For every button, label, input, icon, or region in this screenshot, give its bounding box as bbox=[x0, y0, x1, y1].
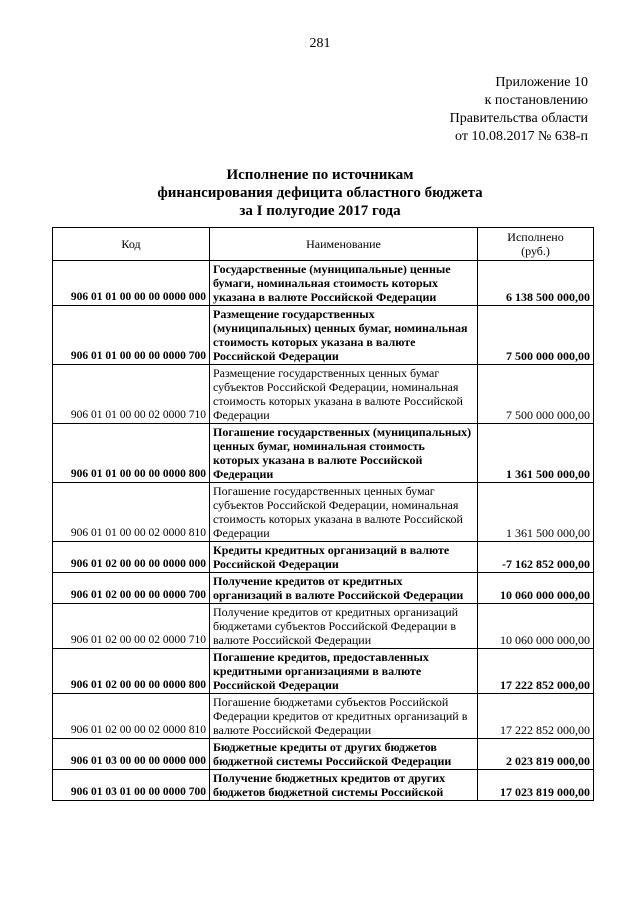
row-code: 906 01 03 00 00 00 0000 000 bbox=[53, 739, 210, 770]
row-code: 906 01 02 00 00 02 0000 710 bbox=[53, 604, 210, 649]
header-amount bbox=[478, 228, 594, 261]
appendix-line: Приложение 10 bbox=[495, 75, 588, 90]
row-code: 906 01 02 00 00 00 0000 700 bbox=[53, 573, 210, 604]
row-amount: 17 222 852 000,00 bbox=[478, 694, 594, 739]
row-code: 906 01 01 00 00 00 0000 800 bbox=[53, 424, 210, 483]
row-amount: 17 023 819 000,00 bbox=[478, 770, 594, 801]
header-amount-unit: (руб.) bbox=[521, 244, 550, 258]
row-name: Размещение государственных ценных бумаг субъектов Российской Федерации, номинальная стоимость которых указана в валюте Российской Федерации bbox=[210, 365, 478, 424]
row-name: Получение кредитов от кредитных организаций в валюте Российской Федерации bbox=[210, 573, 478, 604]
table-row bbox=[53, 573, 594, 604]
appendix-line: к постановлению bbox=[484, 93, 588, 108]
table-row bbox=[53, 306, 594, 365]
table-row bbox=[53, 424, 594, 483]
table-row bbox=[53, 365, 594, 424]
table-row bbox=[53, 261, 594, 306]
header-amount-line: Исполнено bbox=[507, 230, 564, 244]
appendix-line: Правительства области bbox=[449, 111, 588, 126]
table-row bbox=[53, 604, 594, 649]
row-code: 906 01 01 00 00 00 0000 700 bbox=[53, 306, 210, 365]
row-name: Получение бюджетных кредитов от других бюджетов бюджетной системы Российской bbox=[210, 770, 478, 801]
table-row bbox=[53, 483, 594, 542]
row-name: Погашение кредитов, предоставленных кредитными организациями в валюте Российской Федерации bbox=[210, 649, 478, 694]
table-header-row bbox=[53, 228, 594, 261]
page-number: 281 bbox=[309, 36, 331, 51]
row-code: 906 01 02 00 00 00 0000 800 bbox=[53, 649, 210, 694]
table-body bbox=[53, 261, 594, 801]
header-code: Код bbox=[53, 228, 210, 261]
row-code: 906 01 01 00 00 00 0000 000 bbox=[53, 261, 210, 306]
appendix-line: от 10.08.2017 № 638-п bbox=[455, 129, 588, 144]
row-name: Государственные (муниципальные) ценные бумаги, номинальная стоимость которых указана в валюте Российской Федерации bbox=[210, 261, 478, 306]
row-name: Кредиты кредитных организаций в валюте Российской Федерации bbox=[210, 542, 478, 573]
row-code: 906 01 02 00 00 02 0000 810 bbox=[53, 694, 210, 739]
row-name: Бюджетные кредиты от других бюджетов бюджетной системы Российской Федерации bbox=[210, 739, 478, 770]
row-code: 906 01 01 00 00 02 0000 710 bbox=[53, 365, 210, 424]
row-code: 906 01 03 01 00 00 0000 700 bbox=[53, 770, 210, 801]
row-name: Погашение бюджетами субъектов Российской Федерации кредитов от кредитных организаций в валюте Российской Федерации bbox=[210, 694, 478, 739]
row-name: Погашение государственных ценных бумаг субъектов Российской Федерации, номинальная стоимость которых указана в валюте Российской Федерации bbox=[210, 483, 478, 542]
table-row bbox=[53, 542, 594, 573]
row-amount: 10 060 000 000,00 bbox=[478, 604, 594, 649]
row-amount: -7 162 852 000,00 bbox=[478, 542, 594, 573]
document-title bbox=[0, 166, 640, 220]
title-line: Исполнение по источникам bbox=[226, 167, 414, 183]
row-amount: 1 361 500 000,00 bbox=[478, 483, 594, 542]
row-amount: 1 361 500 000,00 bbox=[478, 424, 594, 483]
appendix-header bbox=[368, 74, 588, 146]
row-amount: 10 060 000 000,00 bbox=[478, 573, 594, 604]
row-amount: 7 500 000 000,00 bbox=[478, 365, 594, 424]
title-line: финансирования дефицита областного бюджета bbox=[157, 185, 483, 201]
row-amount: 2 023 819 000,00 bbox=[478, 739, 594, 770]
row-name: Погашение государственных (муниципальных) ценных бумаг, номинальная стоимость которых указана в валюте Российской Федерации bbox=[210, 424, 478, 483]
row-code: 906 01 02 00 00 00 0000 000 bbox=[53, 542, 210, 573]
table-row bbox=[53, 649, 594, 694]
row-code: 906 01 01 00 00 02 0000 810 bbox=[53, 483, 210, 542]
row-amount: 17 222 852 000,00 bbox=[478, 649, 594, 694]
table-row bbox=[53, 739, 594, 770]
row-name: Получение кредитов от кредитных организаций бюджетами субъектов Российской Федерации в валюте Российской Федерации bbox=[210, 604, 478, 649]
title-line: за I полугодие 2017 года bbox=[239, 203, 401, 219]
row-amount: 6 138 500 000,00 bbox=[478, 261, 594, 306]
row-name: Размещение государственных (муниципальных) ценных бумаг, номинальная стоимость которых указана в валюте Российской Федерации bbox=[210, 306, 478, 365]
header-name: Наименование bbox=[210, 228, 478, 261]
table-row bbox=[53, 694, 594, 739]
row-amount: 7 500 000 000,00 bbox=[478, 306, 594, 365]
financing-sources-table bbox=[52, 227, 594, 801]
table-row bbox=[53, 770, 594, 801]
